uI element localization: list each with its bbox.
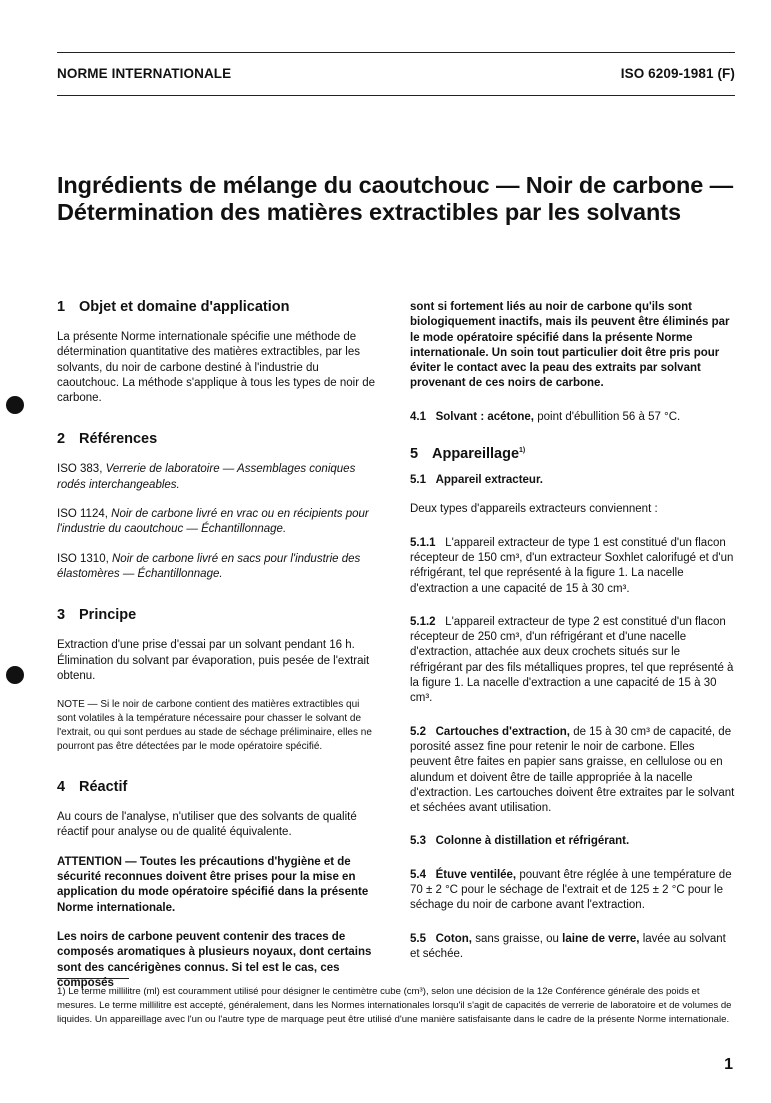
section-2-title: Références <box>79 431 158 448</box>
section-4-1-number: 4.1 <box>410 410 426 423</box>
section-5-5-text: lavée au solvant et séchée. <box>410 932 726 960</box>
header-bottom-rule <box>57 95 735 96</box>
section-5-4-label: Étuve ventilée, <box>435 868 517 881</box>
section-5-1-1-text: L'appareil extracteur de type 1 est constitué d'un flacon récepteur de 150 cm³, d'un extracteur Soxhlet calorifugé et d'un réfrigérant, tel que représenté à la figure 1. La nacelle d'extraction a une capacité de 15 à 30 cm³. <box>410 536 734 595</box>
section-5-1-number: 5.1 <box>410 474 426 487</box>
attention-warning: ATTENTION — Toutes les précautions d'hygiène et de sécurité reconnues doivent être prises pour la mise en application du mode opératoire spécifié dans la présente Norme internationale. <box>57 855 369 914</box>
section-5-2-number: 5.2 <box>410 725 426 738</box>
section-3-note: NOTE — Si le noir de carbone contient des matières extractibles qui sont volatiles à la température nécessaire pour chasser le solvant de l'extrait, ou qui sont perdues au stade de séchage préliminaire, elles ne pourront pas être détectées par le mode opératoire spécifié. <box>57 699 372 753</box>
reference-code: ISO 1124, <box>57 508 108 521</box>
section-3-number: 3 <box>57 607 66 624</box>
section-5-3-label: Colonne à distillation et réfrigérant. <box>435 835 630 848</box>
section-1-number: 1 <box>57 299 66 315</box>
section-3-title: Principe <box>79 607 137 624</box>
footnote-rule <box>57 978 129 979</box>
header-standard-number: ISO 6209-1981 (F) <box>620 66 735 81</box>
section-1-text: La présente Norme internationale spécifie une méthode de détermination quantitative des matières extractibles, par les solvants, du noir de carbone destiné à l'industrie du caoutchouc. La méthode s'applique à tous les types de noir de carbone. <box>57 331 376 405</box>
section-5-1-text: Deux types d'appareils extracteurs conviennent : <box>410 503 658 516</box>
section-1-title: Objet et domaine d'application <box>79 299 290 315</box>
document-title: Ingrédients de mélange du caoutchouc — Noir de carbone — Détermination des matières extractibles par les solvants <box>57 172 734 225</box>
reference-title: Noir de carbone livré en sacs pour l'industrie des élastomères — Échantillonnage. <box>57 552 361 580</box>
section-3-text: Extraction d'une prise d'essai par un solvant pendant 16 h. Élimination du solvant par évaporation, puis pesée de l'extrait obtenu. <box>57 639 370 682</box>
header-standard-type: NORME INTERNATIONALE <box>57 66 232 81</box>
section-5-3-number: 5.3 <box>410 835 426 848</box>
section-1-heading <box>57 298 379 316</box>
carcinogen-warning-continued: sont si fortement liés au noir de carbone qu'ils sont biologiquement inactifs, mais ils peuvent être éliminés par le mode opératoire spécifié dans la présente Norme internationale. Un soin tout particulier doit être pris pour éviter le contact avec la peau des extraits par solvant provenant de ces noirs de carbone. <box>410 301 730 390</box>
reference-code: ISO 1310, <box>57 552 109 565</box>
reference-iso-1310 <box>57 552 379 583</box>
section-5-2-text: de 15 à 30 cm³ de capacité, de porosité assez fine pour retenir le noir de carbone. Elles peuvent être faites en papier sans graisse, en cellulose ou en alundum et doivent être de taille appropriée à la nacelle d'extraction. Les cartouches doivent être extraites par le solvant et séchées avant utilisation. <box>410 725 735 815</box>
reference-title: Noir de carbone livré en vrac ou en récipients pour l'industrie du caoutchouc — Échantillonnage. <box>57 508 369 536</box>
section-5-1-2-number: 5.1.2 <box>410 615 436 628</box>
section-5-5-label: Coton, <box>435 932 472 945</box>
section-5-5-number: 5.5 <box>410 932 426 945</box>
margin-bullet-1 <box>6 396 24 414</box>
section-4-number: 4 <box>57 779 66 796</box>
section-4-1 <box>410 410 735 425</box>
section-5-2 <box>410 725 735 817</box>
section-5-5 <box>410 932 735 963</box>
section-5-4-number: 5.4 <box>410 868 426 881</box>
section-5-heading <box>410 445 735 463</box>
reference-code: ISO 383, <box>57 463 103 476</box>
section-5-number: 5 <box>410 446 419 463</box>
footnote: 1) Le terme millilitre (ml) est couramment utilisé pour désigner le centimètre cube (cm³), selon une décision de la 12e Conférence générale des poids et mesures. Le terme millilitre est accepté, généralement, dans les Normes internationales lorsqu'il s'agit de capacités de verrerie de laboratoire et de volumes de liquides. Un appareillage avec l'un ou l'autre type de marquage peut être utilisé d'une manière satisfaisante dans le cadre de la présente Norme internationale. <box>57 986 732 1025</box>
section-2-heading <box>57 430 379 448</box>
section-4-text: Au cours de l'analyse, n'utiliser que des solvants de qualité réactif pour analyse ou de qualité équivalente. <box>57 811 357 839</box>
section-4-title: Réactif <box>79 779 128 796</box>
section-5-1-label: Appareil extracteur. <box>435 474 543 487</box>
header-top-rule <box>57 52 735 53</box>
reference-iso-383 <box>57 462 379 493</box>
section-5-3 <box>410 834 735 849</box>
section-5-1 <box>410 473 735 488</box>
reference-title: Verrerie de laboratoire — Assemblages coniques rodés interchangeables. <box>57 463 356 491</box>
section-5-1-1 <box>410 536 735 597</box>
section-5-4 <box>410 868 735 914</box>
margin-bullet-2 <box>6 666 24 684</box>
section-4-heading <box>57 778 379 796</box>
left-column <box>57 298 379 1005</box>
reference-iso-1124 <box>57 507 379 538</box>
section-5-title: Appareillage <box>432 446 520 463</box>
section-5-5-label-2: laine de verre, <box>562 932 640 945</box>
section-4-1-text: point d'ébullition 56 à 57 °C. <box>537 410 681 423</box>
section-5-2-label: Cartouches d'extraction, <box>435 725 570 738</box>
section-4-1-label: Solvant : acétone, <box>435 410 535 423</box>
section-5-4-text: pouvant être réglée à une température de 70 ± 2 °C pour le séchage de l'extrait et de 125 ± 2 °C pour le séchage du noir de carbone avant l'extraction. <box>410 868 732 912</box>
carcinogen-warning: Les noirs de carbone peuvent contenir des traces de composés aromatiques à plusieurs noyaux, dont certains sont des cancérigènes connus. Si tel est le cas, ces composés <box>57 930 372 989</box>
section-5-1-2 <box>410 615 735 707</box>
section-2-number: 2 <box>57 431 66 448</box>
footnote-marker: 1) <box>519 447 526 455</box>
section-3-heading <box>57 606 379 624</box>
right-column <box>410 300 735 976</box>
page-number: 1 <box>724 1056 733 1073</box>
section-5-1-1-number: 5.1.1 <box>410 536 436 549</box>
section-5-1-2-text: L'appareil extracteur de type 2 est constitué d'un flacon récepteur de 250 cm³, d'un réfrigérant et d'une nacelle d'extraction, attachée aux deux crochets situés sur le réfrigérant par des fils métalliques propres, tel que représenté à la figure 1. La nacelle d'extraction a une capacité de 15 à 30 cm³. <box>410 615 734 705</box>
section-5-5-mid: sans graisse, ou <box>475 932 559 945</box>
